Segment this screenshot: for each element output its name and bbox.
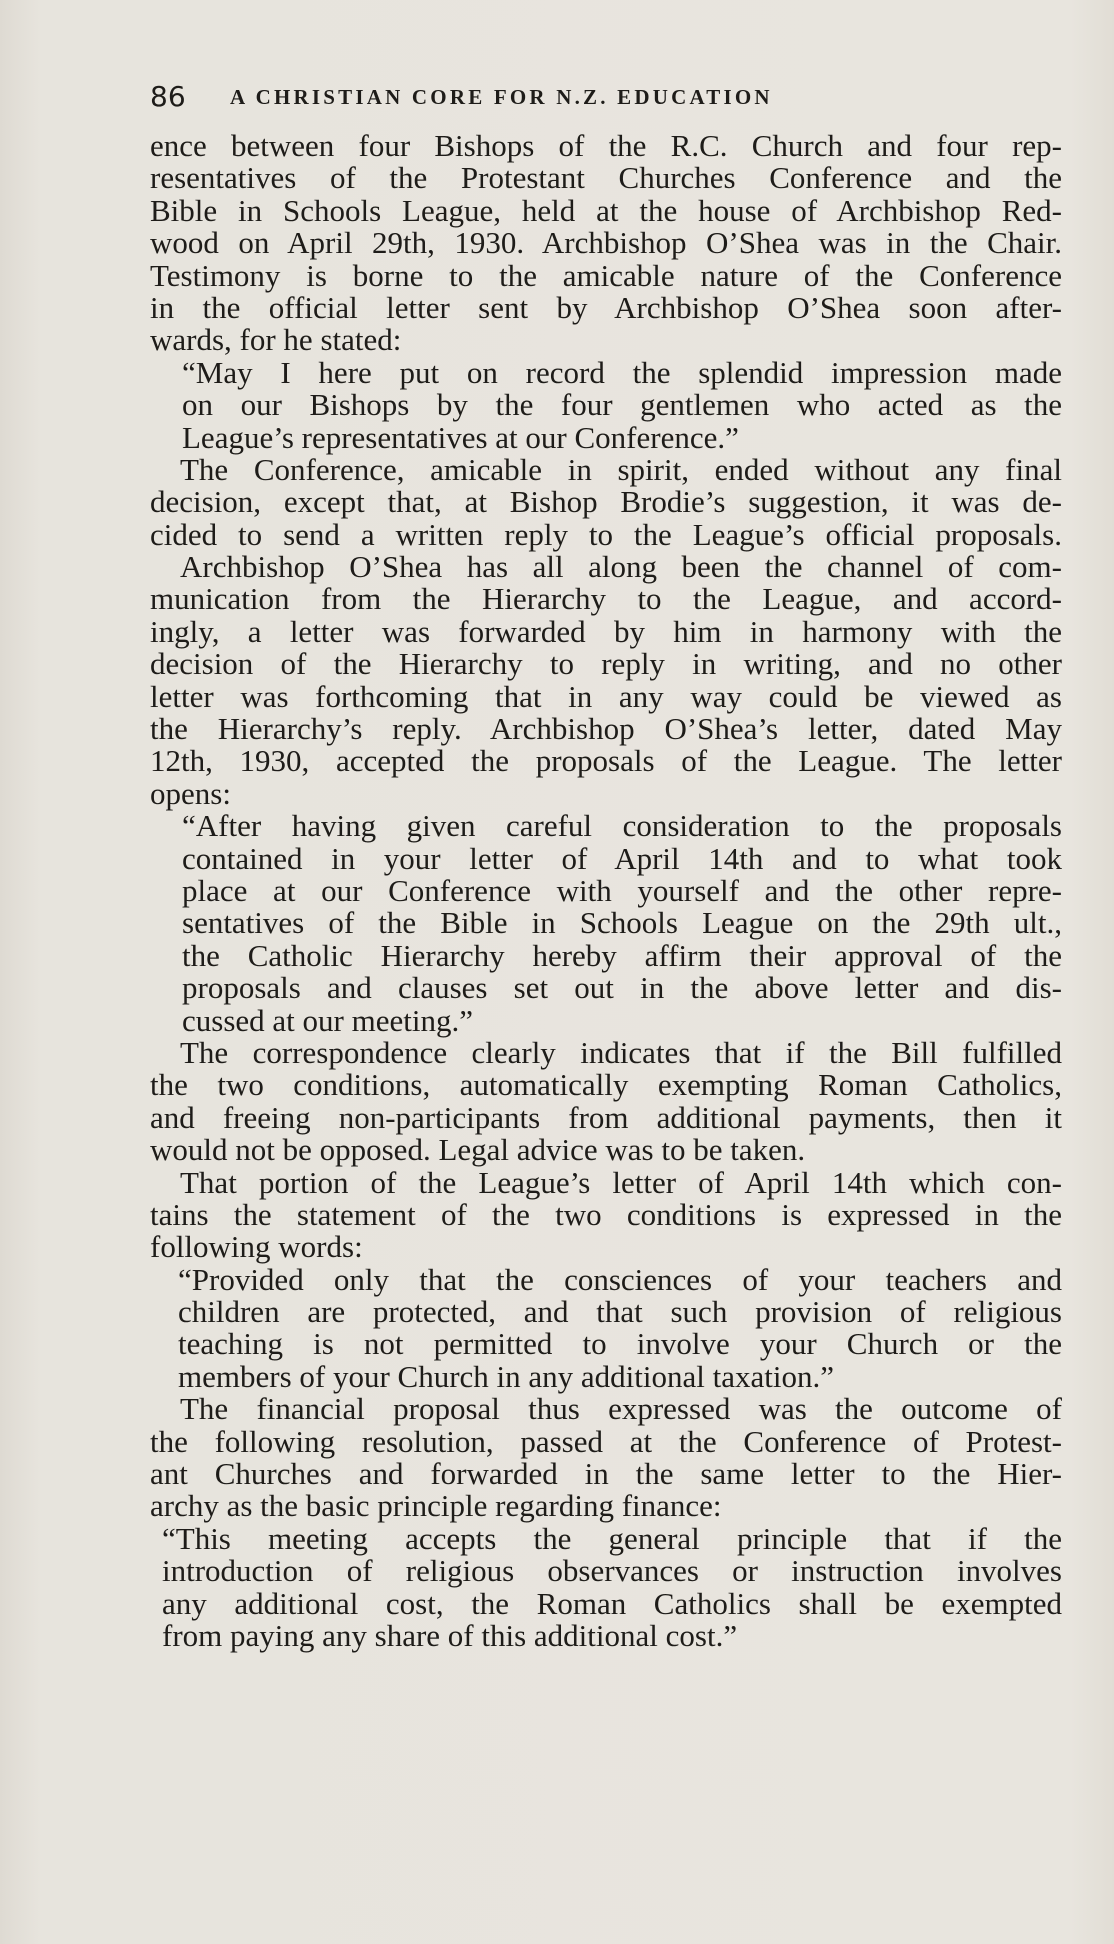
page-number: 86 [150,80,186,113]
text-line: in the official letter sent by Archbishop O’Shea soon after- [150,289,1062,325]
quote-line: members of your Church in any additional taxation.” [178,1358,834,1394]
text-line: archy as the basic principle regarding finance: [150,1488,722,1524]
text-line: decision, except that, at Bishop Brodie’s suggestion, it was de- [150,484,1062,520]
body-text [150,130,1062,1652]
quote-line: cussed at our meeting.” [182,1002,473,1038]
quote-line: contained in your letter of April 14th and to what took [182,840,1062,876]
quote-line: proposals and clauses set out in the above letter and dis- [182,970,1062,1006]
quote-line: place at our Conference with yourself and the other repre- [182,872,1062,908]
text-line: Testimony is borne to the amicable nature of the Conference [150,257,1062,293]
text-line: the two conditions, automatically exempting Roman Catholics, [150,1067,1062,1103]
text-line: ence between four Bishops of the R.C. Church and four rep- [150,128,1062,163]
quote-line: introduction of religious observances or instruction involves [162,1553,1062,1589]
quote-line: League’s representatives at our Conference.” [182,419,739,455]
page-header [150,80,1070,120]
text-line: following words: [150,1229,363,1265]
text-line: decision of the Hierarchy to reply in writing, and no other [150,646,1062,682]
text-line: the Hierarchy’s reply. Archbishop O’Shea’s letter, dated May [150,711,1062,747]
quote-line: sentatives of the Bible in Schools League on the 29th ult., [182,905,1062,941]
quote-line: “May I here put on record the splendid impression made [182,354,1062,390]
text-line: wood on April 29th, 1930. Archbishop O’Shea was in the Chair. [150,225,1062,261]
paragraph-first-line: Archbishop O’Shea has all along been the channel of com- [180,549,1062,585]
paragraph-first-line: The financial proposal thus expressed was the outcome of [180,1391,1062,1427]
text-line: opens: [150,775,231,811]
text-line: cided to send a written reply to the League’s official proposals. [150,516,1062,552]
quote-line: “This meeting accepts the general principle that if the [162,1520,1062,1556]
quote-line: on our Bishops by the four gentlemen who acted as the [182,387,1062,423]
paragraph-first-line: That portion of the League’s letter of April 14th which con- [180,1164,1062,1200]
running-head: A CHRISTIAN CORE FOR N.Z. EDUCATION [230,85,773,109]
text-line: resentatives of the Protestant Churches Conference and the [150,160,1062,196]
quote-line: “Provided only that the consciences of your teachers and [178,1261,1062,1297]
quote-line: “After having given careful consideration to the proposals [182,808,1062,844]
text-line: Bible in Schools League, held at the house of Archbishop Red- [150,192,1062,228]
text-line: tains the statement of the two conditions is expressed in the [150,1196,1062,1232]
quote-line: the Catholic Hierarchy hereby affirm their approval of the [182,937,1062,973]
quote-line: from paying any share of this additional cost.” [162,1617,738,1653]
text-line: ant Churches and forwarded in the same letter to the Hier- [150,1456,1062,1492]
text-line: the following resolution, passed at the Conference of Protest- [150,1423,1062,1459]
quote-line: any additional cost, the Roman Catholics shall be exempted [162,1585,1062,1621]
paragraph-first-line: The Conference, amicable in spirit, ended without any final [180,451,1062,487]
text-line: munication from the Hierarchy to the League, and accord- [150,581,1062,617]
text-line: would not be opposed. Legal advice was to be taken. [150,1132,806,1168]
text-line: ingly, a letter was forwarded by him in harmony with the [150,613,1062,649]
text-line: letter was forthcoming that in any way could be viewed as [150,678,1062,714]
text-line: 12th, 1930, accepted the proposals of the League. The letter [150,743,1062,779]
paragraph-first-line: The correspondence clearly indicates that if the Bill fulfilled [180,1034,1062,1070]
quote-line: teaching is not permitted to involve your Church or the [178,1326,1062,1362]
text-line: and freeing non-participants from additional payments, then it [150,1099,1062,1135]
quote-line: children are protected, and that such provision of religious [178,1294,1062,1330]
text-line: wards, for he stated: [150,322,402,358]
